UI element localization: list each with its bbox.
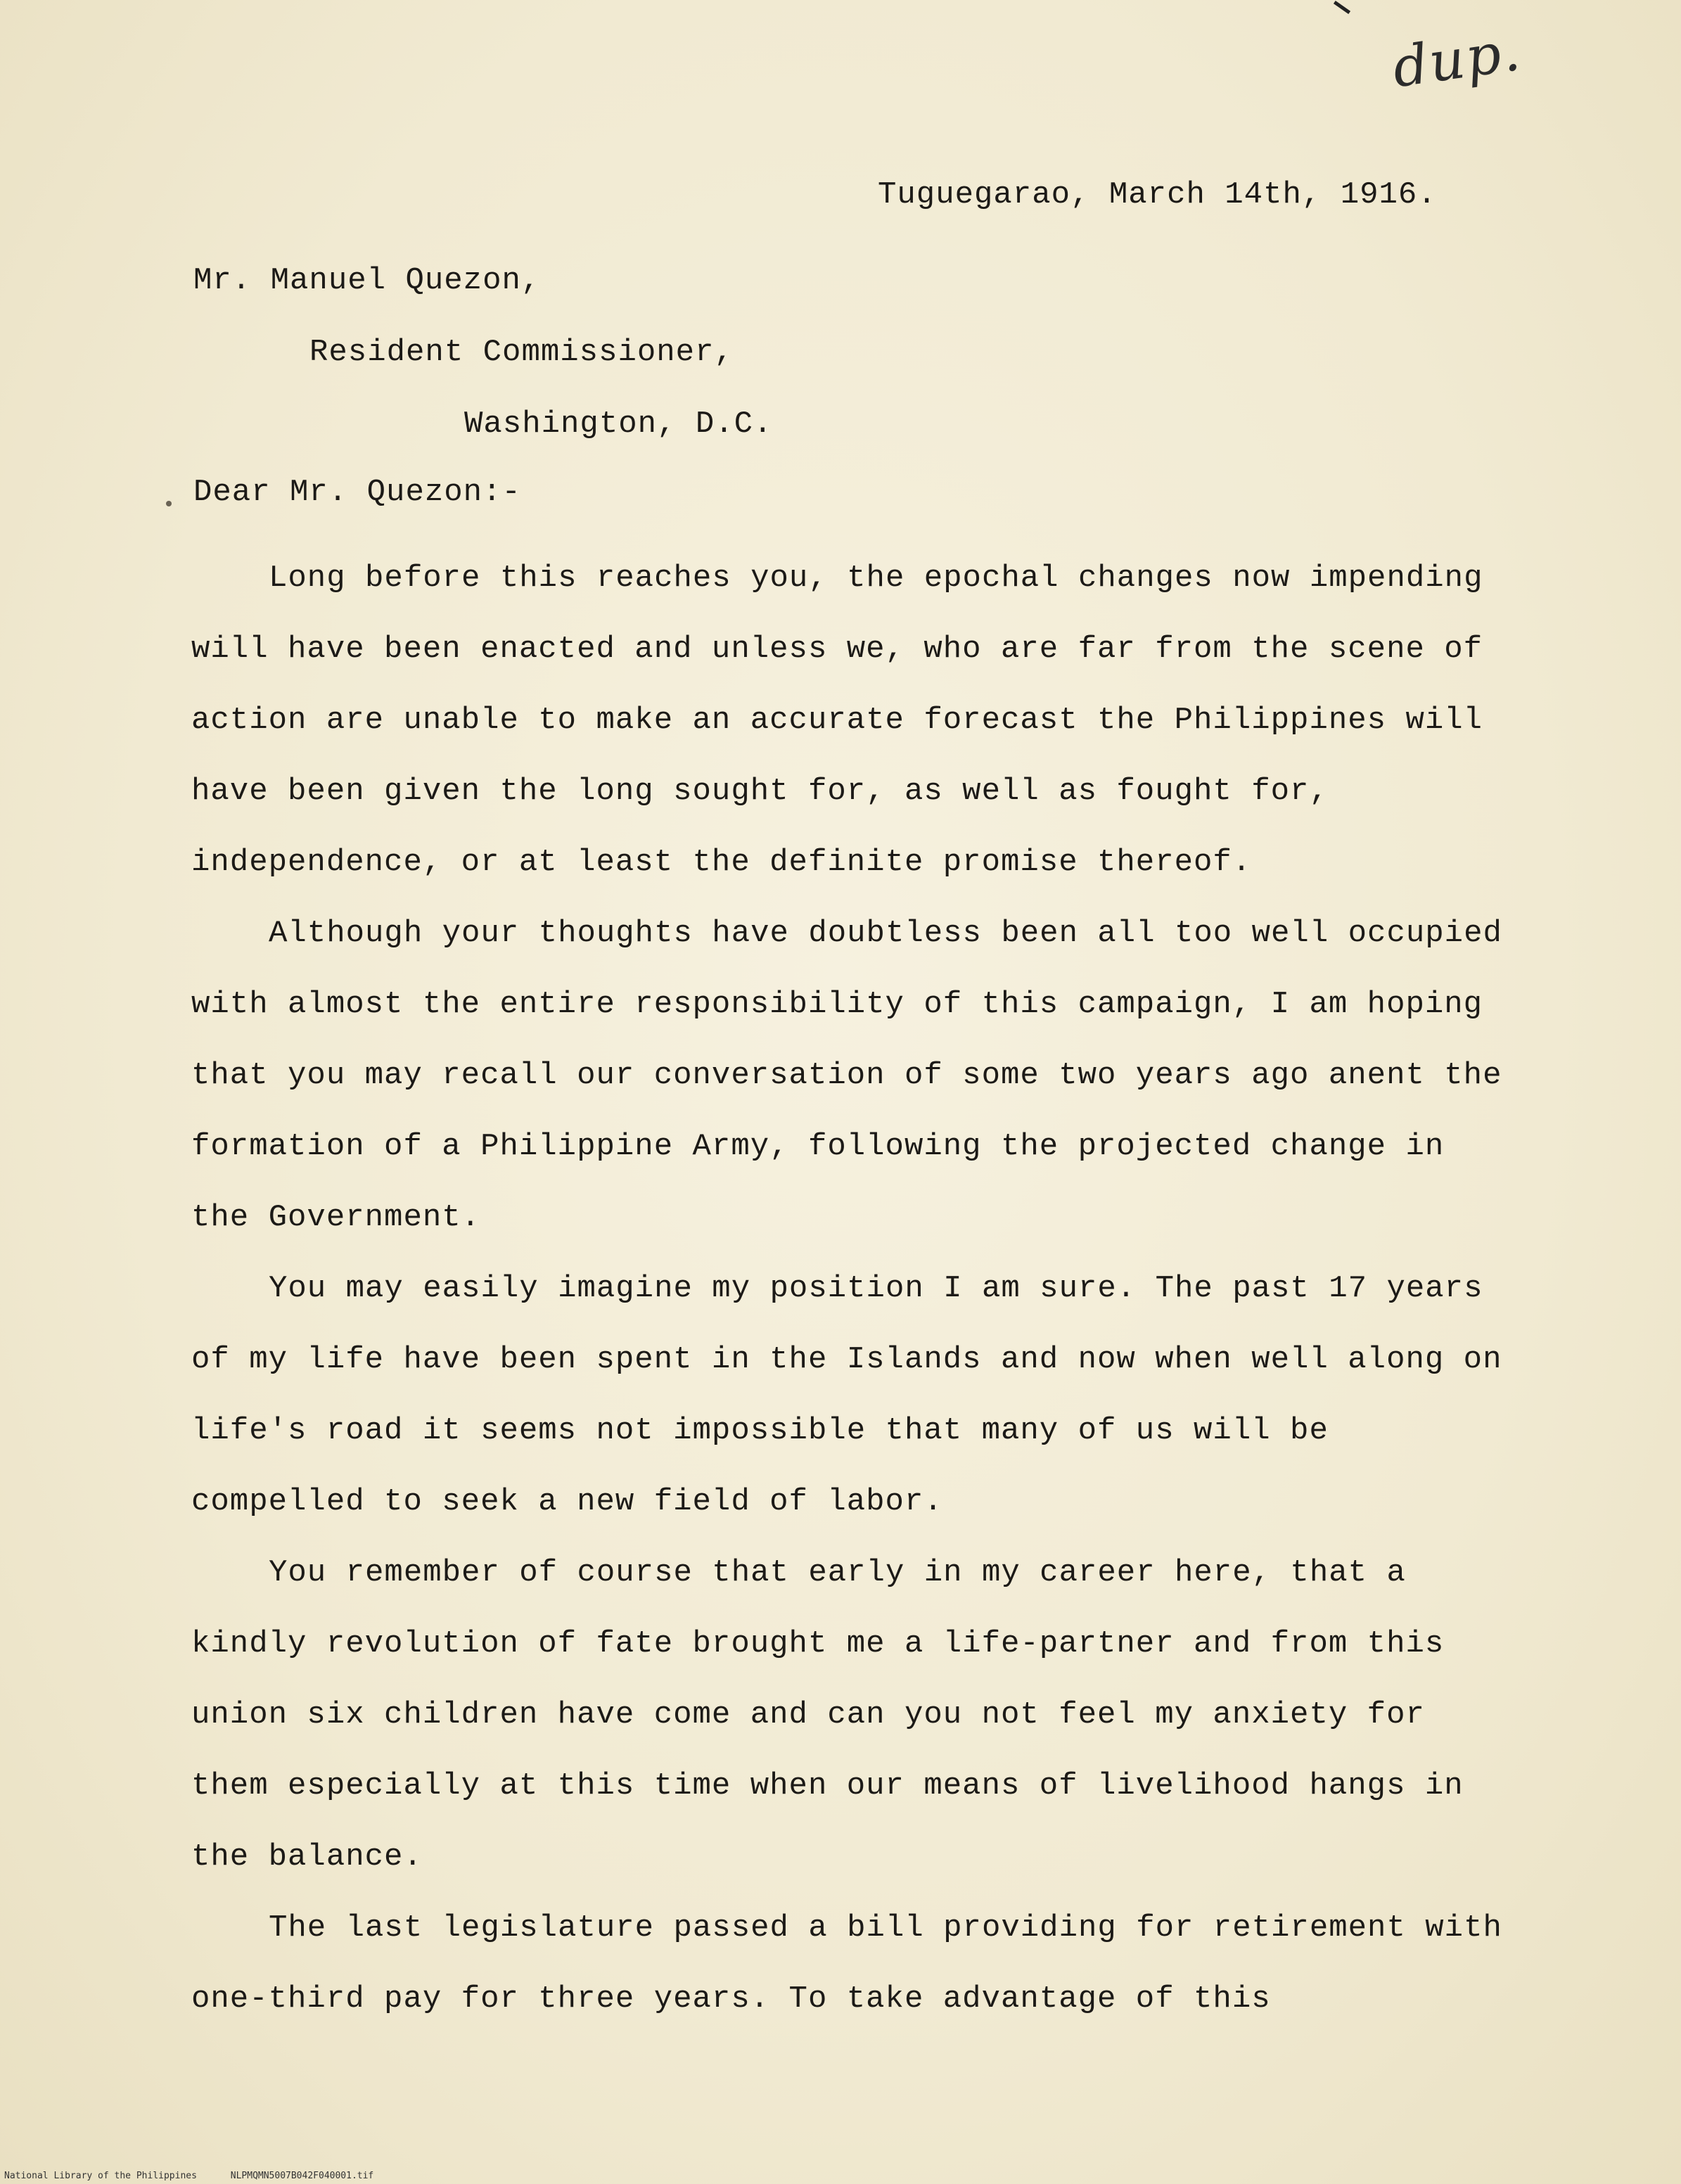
handwritten-note: dup. [1388,19,1526,101]
paragraph: The last legislature passed a bill providing for retirement with one-third pay for three years. To take advantage of this [191,1910,1502,2017]
ink-speck [166,501,172,506]
addressee-name: Mr. Manuel Quezon, [193,263,541,298]
paragraph: You remember of course that early in my career here, that a kindly revolution of fate brought me a life-partner and from this union six children have come and can you not feel my anxiety for them especially at this time when our means of livelihood hangs in the balance. [191,1555,1464,1875]
salutation: Dear Mr. Quezon:- [193,475,521,510]
addressee-city: Washington, D.C. [464,407,773,442]
addressee-title: Resident Commissioner, [309,335,734,370]
paragraph: Long before this reaches you, the epochal changes now impending will have been enacted and unless we, who are far from the scene of action are unable to make an accurate forecast the Philippines will have been given the long sought for, as well as fought for, independence, or at least the definite promise thereof. [191,561,1483,880]
footer-file-id: NLPMQMN5007B042F040001.tif [230,2171,374,2181]
letter-body [191,543,1514,2035]
paragraph: Although your thoughts have doubtless been all too well occupied with almost the entire responsibility of this campaign, I am hoping that you may recall our conversation of some two years ago anent the formation of a Philippine Army, following the projected change in the Government. [191,916,1502,1235]
footer-institution: National Library of the Philippines [4,2171,197,2181]
dateline: Tuguegarao, March 14th, 1916. [878,177,1437,212]
paragraph: You may easily imagine my position I am sure. The past 17 years of my life have been spent in the Islands and now when well along on life's road it seems not impossible that many of us will be compelled to seek a new field of labor. [191,1271,1502,1519]
archive-footer [4,2171,402,2181]
pen-mark [1334,1,1350,14]
